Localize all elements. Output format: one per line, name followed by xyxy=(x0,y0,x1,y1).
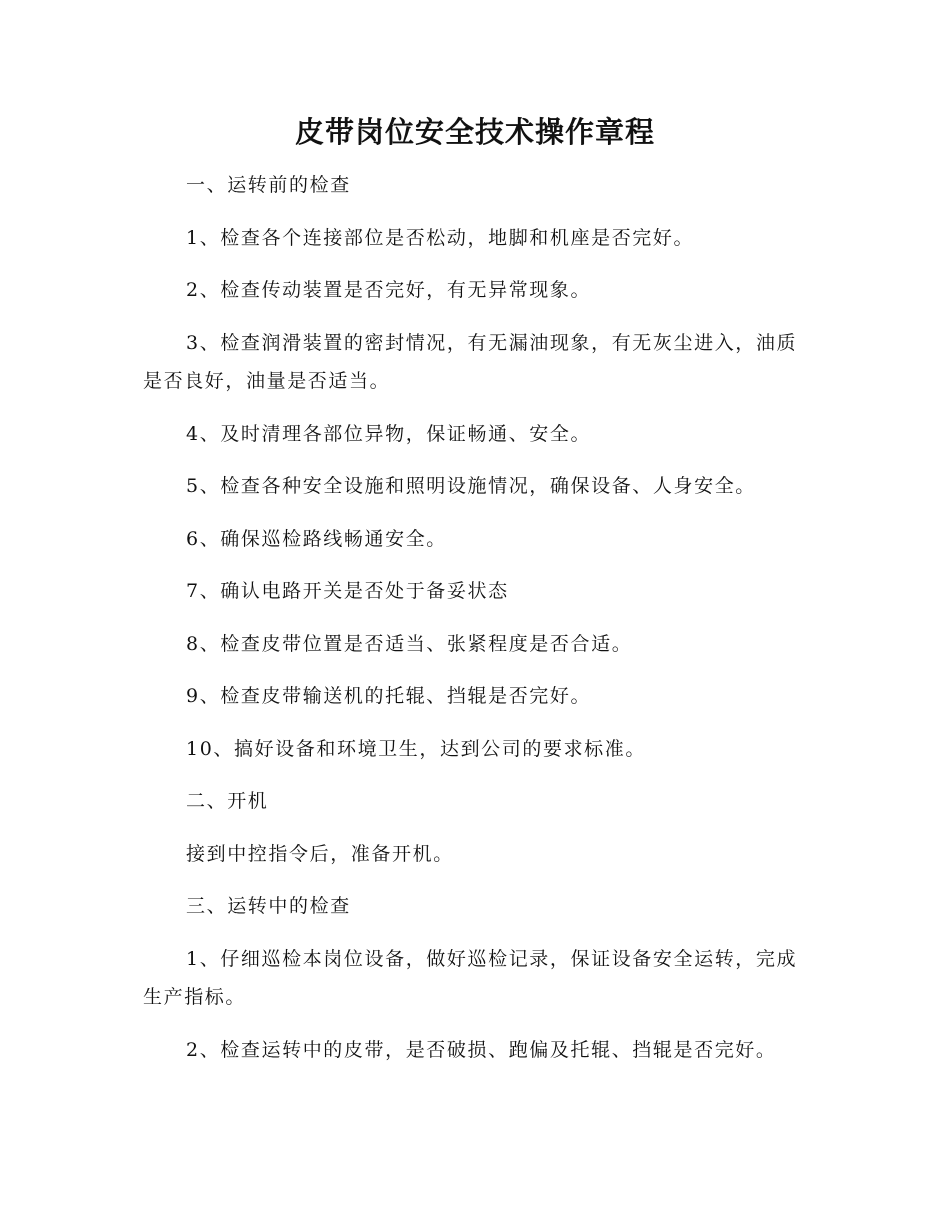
paragraph: 6、确保巡检路线畅通安全。 xyxy=(186,527,447,550)
paragraph: 7、确认电路开关是否处于备妥状态 xyxy=(186,580,509,602)
paragraph: 10、搞好设备和环境卫生，达到公司的要求标准。 xyxy=(186,737,646,760)
paragraph: 8、检查皮带位置是否适当、张紧程度是否合适。 xyxy=(186,632,633,655)
paragraph: 接到中控指令后，准备开机。 xyxy=(186,842,454,865)
paragraph: 9、检查皮带输送机的托辊、挡辊是否完好。 xyxy=(186,685,592,707)
document-body xyxy=(143,166,807,1083)
section-heading: 三、运转中的检查 xyxy=(186,895,351,917)
section-heading: 一、运转前的检查 xyxy=(186,174,351,196)
document-title: 皮带岗位安全技术操作章程 xyxy=(294,115,655,149)
paragraph: 1、检查各个连接部位是否松动，地脚和机座是否完好。 xyxy=(186,226,695,249)
paragraph: 3、检查润滑装置的密封情况，有无漏油现象，有无灰尘进入，油质是否良好，油量是否适当。 xyxy=(143,331,798,392)
paragraph: 1、仔细巡检本岗位设备，做好巡检记录，保证设备安全运转，完成生产指标。 xyxy=(143,947,798,1008)
paragraph: 5、检查各种安全设施和照明设施情况，确保设备、人身安全。 xyxy=(186,475,756,497)
section-heading: 二、开机 xyxy=(186,790,269,812)
paragraph: 2、检查运转中的皮带，是否破损、跑偏及托辊、挡辊是否完好。 xyxy=(186,1038,777,1061)
paragraph: 2、检查传动装置是否完好，有无异常现象。 xyxy=(186,279,592,301)
paragraph: 4、及时清理各部位异物，保证畅通、安全。 xyxy=(186,422,592,445)
